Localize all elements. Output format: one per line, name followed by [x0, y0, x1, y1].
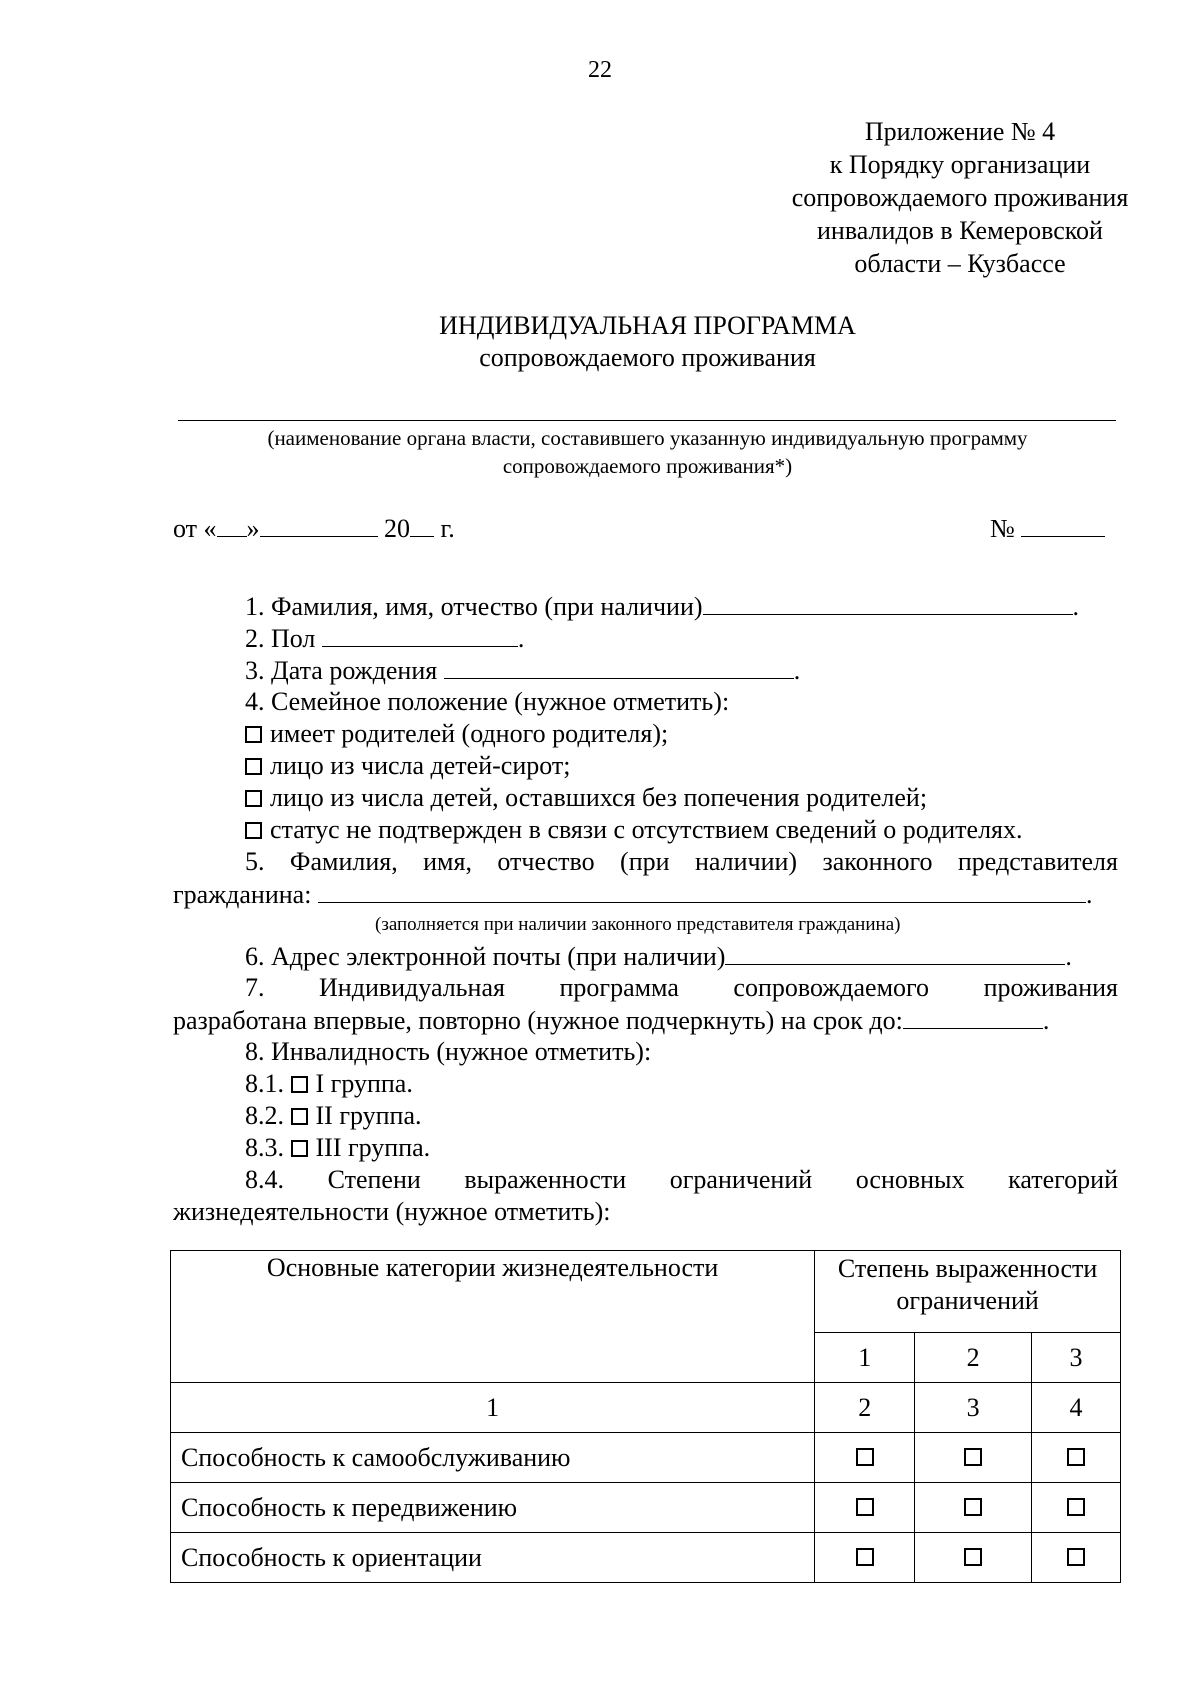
checkbox-icon[interactable] — [1067, 1498, 1085, 1516]
family-option-label: лицо из числа детей-сирот; — [270, 751, 571, 780]
group-label: III группа. — [315, 1133, 431, 1162]
checkbox-icon[interactable] — [245, 822, 262, 839]
item-7-label: разработана впервые, повторно (нужное подчеркнуть) на срок до: — [173, 1006, 903, 1035]
appendix-line: к Порядку организации — [829, 150, 1091, 179]
checkbox-icon[interactable] — [964, 1448, 982, 1466]
checkbox-icon[interactable] — [291, 1108, 308, 1125]
group-label: I группа. — [315, 1069, 413, 1098]
item-2-label: 2. Пол — [245, 624, 316, 653]
document-number — [990, 512, 1105, 545]
checkbox-icon[interactable] — [245, 790, 262, 807]
document-subtitle: сопровождаемого проживания — [479, 343, 816, 372]
authority-name-line[interactable] — [178, 420, 1116, 421]
group-number: 8.1. — [245, 1069, 284, 1098]
period: . — [793, 656, 801, 685]
group-option[interactable] — [245, 1068, 413, 1100]
group-label: II группа. — [315, 1101, 422, 1130]
checkbox-icon[interactable] — [245, 758, 262, 775]
item-6 — [245, 940, 1072, 973]
document-title: ИНДИВИДУАЛЬНАЯ ПРОГРАММА — [439, 311, 856, 340]
date-from-label: от « — [173, 514, 217, 543]
item-3-label: 3. Дата рождения — [245, 656, 438, 685]
category-label: Способность к самообслуживанию — [171, 1433, 815, 1483]
degree-label: 3 — [1032, 1333, 1121, 1383]
column-number: 4 — [1032, 1383, 1121, 1433]
appendix-line: сопровождаемого проживания — [791, 183, 1129, 212]
family-option[interactable] — [245, 782, 927, 814]
day-field[interactable] — [217, 512, 247, 537]
full-name-field[interactable] — [703, 590, 1073, 615]
item-7-line1: 7. Индивидуальная программа сопровождаемого проживания — [245, 973, 1118, 1002]
quote-close: » — [246, 514, 260, 543]
checkbox-icon[interactable] — [245, 726, 262, 743]
table-header-degree: Степень выраженности ограничений — [815, 1251, 1121, 1333]
column-number: 1 — [171, 1383, 815, 1433]
family-option[interactable] — [245, 718, 668, 750]
appendix-block — [700, 115, 1200, 280]
item-5-note: (заполняется при наличии законного представителя гражданина) — [375, 914, 901, 935]
category-label: Способность к передвижению — [171, 1483, 815, 1533]
birth-date-field[interactable] — [444, 654, 794, 679]
item-5-label: гражданина: — [173, 880, 312, 909]
family-option-label: лицо из числа детей, оставшихся без попечения родителей; — [270, 783, 928, 812]
page-number: 22 — [588, 57, 612, 83]
period: . — [1042, 1006, 1050, 1035]
appendix-line: области – Кузбассе — [854, 249, 1066, 278]
table-row — [171, 1533, 1121, 1583]
column-number: 3 — [915, 1383, 1032, 1433]
month-field[interactable] — [260, 512, 378, 537]
year-field[interactable] — [410, 512, 434, 537]
checkbox-icon[interactable] — [856, 1498, 874, 1516]
item-8-4-line2: жизнедеятельности (нужное отметить): — [173, 1197, 611, 1226]
item-6-label: 6. Адрес электронной почты (при наличии) — [245, 942, 726, 971]
number-sign: № — [990, 514, 1015, 543]
checkbox-icon[interactable] — [964, 1548, 982, 1566]
checkbox-icon[interactable] — [856, 1548, 874, 1566]
representative-name-field[interactable] — [318, 878, 1086, 903]
degree-label: 1 — [815, 1333, 915, 1383]
table-row — [171, 1433, 1121, 1483]
item-4: 4. Семейное положение (нужное отметить): — [245, 687, 730, 716]
item-5-line1: 5. Фамилия, имя, отчество (при наличии) законного представителя — [245, 847, 1118, 876]
table-row — [171, 1483, 1121, 1533]
categories-table — [170, 1250, 1121, 1583]
email-field[interactable] — [725, 940, 1065, 965]
checkbox-icon[interactable] — [964, 1498, 982, 1516]
period: . — [1072, 592, 1080, 621]
column-number: 2 — [815, 1383, 915, 1433]
checkbox-icon[interactable] — [291, 1076, 308, 1093]
item-3 — [245, 654, 800, 687]
checkbox-icon[interactable] — [856, 1448, 874, 1466]
group-option[interactable] — [245, 1132, 430, 1164]
checkbox-icon[interactable] — [1067, 1448, 1085, 1466]
year-suffix: г. — [440, 514, 455, 543]
year-prefix: 20 — [384, 514, 411, 543]
group-number: 8.2. — [245, 1101, 284, 1130]
sex-field[interactable] — [322, 622, 518, 647]
item-1 — [245, 590, 1079, 623]
appendix-line: Приложение № 4 — [864, 117, 1056, 146]
family-option[interactable] — [245, 750, 570, 782]
family-option[interactable] — [245, 814, 1023, 846]
item-5-line2 — [173, 878, 1092, 911]
appendix-line: инвалидов в Кемеровской — [817, 216, 1103, 245]
number-field[interactable] — [1021, 512, 1105, 537]
family-option-label: статус не подтвержден в связи с отсутствием сведений о родителях. — [270, 815, 1023, 844]
item-8: 8. Инвалидность (нужное отметить): — [245, 1037, 652, 1066]
degree-label: 2 — [915, 1333, 1032, 1383]
checkbox-icon[interactable] — [291, 1140, 308, 1157]
date-line — [173, 512, 455, 545]
item-7-line2 — [173, 1004, 1049, 1037]
period: . — [517, 624, 525, 653]
table-header-categories: Основные категории жизнедеятельности — [171, 1251, 815, 1383]
item-2 — [245, 622, 524, 655]
period: . — [1085, 880, 1093, 909]
period: . — [1065, 942, 1072, 971]
item-8-4-line1: 8.4. Степени выраженности ограничений основных категорий — [245, 1165, 1118, 1194]
group-number: 8.3. — [245, 1133, 284, 1162]
authority-caption-line2: сопровождаемого проживания*) — [502, 454, 793, 478]
group-option[interactable] — [245, 1100, 422, 1132]
authority-caption-line1: (наименование органа власти, составившего указанную индивидуальную программу — [267, 426, 1028, 450]
checkbox-icon[interactable] — [1067, 1548, 1085, 1566]
family-option-label: имеет родителей (одного родителя); — [270, 719, 669, 748]
category-label: Способность к ориентации — [171, 1533, 815, 1583]
term-field[interactable] — [903, 1004, 1043, 1029]
item-1-label: 1. Фамилия, имя, отчество (при наличии) — [245, 592, 703, 621]
